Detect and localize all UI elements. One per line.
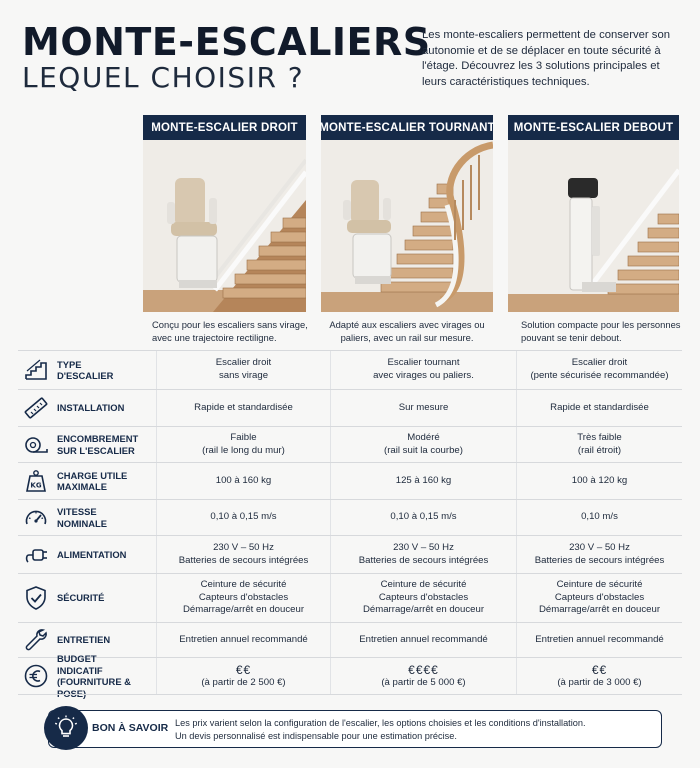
weight-kg-icon	[20, 465, 52, 497]
cell-line: (à partir de 5 000 €)	[381, 676, 466, 688]
cell-line: sans virage	[218, 370, 269, 381]
tape-measure-icon	[20, 429, 52, 461]
cell-line: 100 à 160 kg	[215, 474, 272, 486]
cell-line: (à partir de 3 000 €)	[557, 676, 642, 688]
row-label-line: TYPE D'ESCALIER	[57, 358, 114, 381]
row-label-text	[57, 549, 126, 561]
row-label-line: CHARGE UTILE	[57, 469, 128, 481]
table-row	[18, 653, 682, 699]
cell-line: (rail le long du mur)	[202, 444, 285, 456]
table-cell	[330, 500, 516, 535]
cell-line: (rail suit la courbe)	[384, 444, 463, 456]
cell-line: (à partir de 2 500 €)	[201, 676, 286, 688]
intro-text: Les monte-escaliers permettent de conserver son autonomie et de se déplacer en toute sécurité à l'étage. Découvrez les 3 solutions principales et leurs caractéristiques techniques.	[422, 29, 671, 88]
column-header-debout: MONTE-ESCALIER DEBOUT	[508, 115, 679, 140]
table-cell	[516, 500, 682, 535]
cell-line: Démarrage/arrêt en douceur	[538, 604, 661, 616]
cell-line: Faible	[230, 431, 257, 443]
column-header-droit: MONTE-ESCALIER DROIT	[143, 115, 306, 140]
row-label	[18, 536, 138, 573]
cell-line: 0,10 à 0,15 m/s	[390, 511, 457, 523]
table-row	[18, 499, 682, 535]
cell-line: 100 à 120 kg	[571, 474, 628, 486]
row-label-line: SUR L'ESCALIER	[57, 444, 135, 456]
table-cell	[516, 427, 682, 462]
euro-icon	[20, 660, 52, 692]
row-label-line: VITESSE	[57, 506, 97, 517]
row-label	[18, 390, 138, 426]
row-label	[18, 427, 138, 462]
cell-line: 0,10 à 0,15 m/s	[210, 511, 277, 523]
column-description-droit: Conçu pour les escaliers sans virage, avec une trajectoire rectiligne.	[152, 319, 308, 343]
page-subtitle: LEQUEL CHOISIR ?	[22, 61, 305, 94]
cell-line: Entretien annuel recommandé	[359, 633, 488, 645]
lightbulb-icon	[44, 706, 88, 750]
cell-line: Escalier droit	[215, 357, 272, 369]
row-label-text	[57, 592, 104, 604]
column-description-tournant: Adapté aux escaliers avec virages ou paliers, avec un rail sur mesure.	[329, 319, 485, 343]
table-cell	[330, 623, 516, 657]
cell-line: Capteurs d'obstacles	[378, 591, 469, 603]
row-label-line: INSTALLATION	[57, 402, 125, 414]
cell-line: avec virages ou paliers.	[373, 370, 474, 381]
table-cell	[516, 623, 682, 657]
cell-line: Très faible	[577, 431, 622, 443]
note-text-line-2: Un devis personnalisé est indispensable pour une estimation précise.	[175, 731, 457, 741]
cell-line: Capteurs d'obstacles	[554, 591, 645, 603]
table-cell	[330, 463, 516, 499]
page-title: MONTE-ESCALIERS	[22, 20, 431, 64]
row-label-text	[57, 653, 138, 699]
row-label-line: BUDGET INDICATIF	[57, 653, 103, 676]
table-cell	[156, 500, 330, 535]
ruler-icon	[20, 392, 52, 424]
table-cell	[330, 390, 516, 426]
cell-line: Batteries de secours intégrées	[358, 554, 489, 566]
shield-check-icon	[20, 582, 52, 614]
row-label	[18, 351, 138, 389]
cell-line: 230 V – 50 Hz	[213, 541, 274, 553]
row-label-text	[57, 359, 138, 382]
row-label	[18, 653, 138, 699]
standing-stairlift-photo	[508, 140, 679, 312]
cell-line: 230 V – 50 Hz	[569, 541, 630, 553]
cell-line: Rapide et standardisée	[194, 401, 293, 413]
row-label-text	[57, 433, 138, 456]
cell-line: €€	[235, 662, 252, 677]
cell-line: 230 V – 50 Hz	[393, 541, 454, 553]
row-label-line: ENTRETIEN	[57, 634, 111, 646]
row-label-line: ENCOMBREMENT	[57, 433, 139, 444]
table-row	[18, 535, 682, 573]
table-row	[18, 462, 682, 499]
table-row	[18, 573, 682, 622]
table-cell	[156, 623, 330, 657]
table-cell	[516, 463, 682, 499]
table-row	[18, 426, 682, 462]
row-label-text	[57, 402, 124, 414]
table-cell	[516, 351, 682, 389]
row-label	[18, 463, 138, 499]
cell-line: 125 à 160 kg	[395, 474, 452, 486]
row-label-line: NOMINALE	[57, 517, 107, 529]
stairs-icon	[20, 354, 52, 386]
row-label-text	[57, 634, 110, 646]
table-cell	[330, 658, 516, 694]
row-label	[18, 574, 138, 622]
table-cell	[156, 574, 330, 622]
cell-line: Démarrage/arrêt en douceur	[182, 604, 305, 616]
cell-line: Sur mesure	[398, 401, 449, 413]
table-cell	[156, 536, 330, 573]
cell-line: Ceinture de sécurité	[380, 579, 467, 591]
row-label-text	[57, 470, 127, 493]
table-row	[18, 389, 682, 426]
table-cell	[156, 658, 330, 694]
cell-line: Escalier tournant	[387, 357, 460, 369]
cell-line: Modéré	[407, 431, 440, 443]
cell-line: Batteries de secours intégrées	[534, 554, 665, 566]
row-label-line: ALIMENTATION	[57, 548, 127, 560]
row-label-line: (FOURNITURE & POSE)	[57, 676, 131, 699]
row-label-line: SÉCURITÉ	[57, 592, 105, 604]
table-bottom-border	[18, 694, 682, 695]
table-cell	[156, 351, 330, 389]
power-plug-icon	[20, 539, 52, 571]
cell-line: Capteurs d'obstacles	[198, 591, 289, 603]
cell-line: Rapide et standardisée	[550, 401, 649, 413]
cell-line: €€€€	[408, 662, 439, 677]
cell-line: (pente sécurisée recommandée)	[530, 370, 669, 381]
cell-line: Ceinture de sécurité	[200, 579, 287, 591]
table-cell	[330, 574, 516, 622]
table-cell	[330, 427, 516, 462]
row-label	[18, 623, 138, 657]
svg-text:KG: KG	[30, 481, 42, 490]
cell-line: Entretien annuel recommandé	[179, 633, 308, 645]
table-cell	[516, 390, 682, 426]
row-label-text	[57, 506, 107, 529]
straight-stairlift-photo	[143, 140, 306, 312]
cell-line: Entretien annuel recommandé	[535, 633, 664, 645]
cell-line: 0,10 m/s	[581, 511, 618, 523]
row-label	[18, 500, 138, 535]
cell-line: Batteries de secours intégrées	[178, 554, 309, 566]
table-cell	[156, 427, 330, 462]
row-label-line: MAXIMALE	[57, 481, 107, 492]
note-text	[175, 717, 655, 743]
table-cell	[330, 536, 516, 573]
wrench-icon	[20, 624, 52, 656]
speedometer-icon	[20, 502, 52, 534]
cell-line: Ceinture de sécurité	[556, 579, 643, 591]
table-cell	[516, 658, 682, 694]
table-cell	[156, 390, 330, 426]
table-cell	[330, 351, 516, 389]
table-row	[18, 622, 682, 657]
note-text-line-1: Les prix varient selon la configuration de l'escalier, les options choisies et les conditions d'installation.	[175, 718, 586, 728]
column-header-tournant: MONTE-ESCALIER TOURNANT	[321, 115, 493, 140]
table-cell	[156, 463, 330, 499]
column-description-debout: Solution compacte pour les personnes pouvant se tenir debout.	[521, 319, 681, 343]
curved-stairlift-photo	[321, 140, 493, 312]
cell-line: €€	[591, 662, 608, 677]
table-cell	[516, 536, 682, 573]
table-cell	[516, 574, 682, 622]
cell-line: (rail étroit)	[577, 444, 622, 456]
note-title: BON À SAVOIR	[92, 722, 169, 734]
cell-line: Démarrage/arrêt en douceur	[362, 604, 485, 616]
table-row	[18, 350, 682, 389]
cell-line: Escalier droit	[571, 357, 628, 369]
